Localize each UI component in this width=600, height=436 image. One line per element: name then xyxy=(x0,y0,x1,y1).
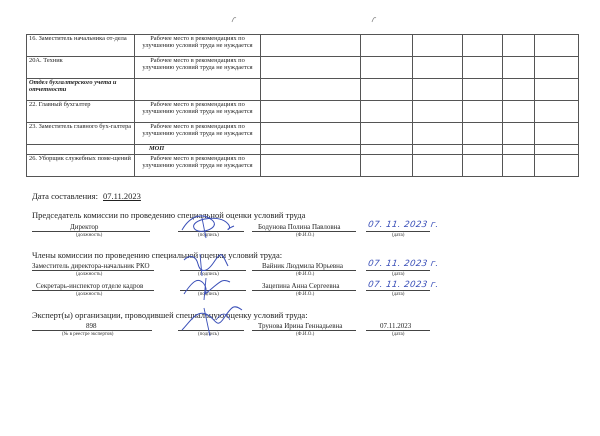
caption-date: (дата) xyxy=(392,332,405,337)
position-cell: 20А. Техник xyxy=(27,57,135,79)
caption-date: (дата) xyxy=(392,292,405,297)
member-1-date-handwritten: 07. 11. 2023 г. xyxy=(367,259,440,269)
caption-position: (должность) xyxy=(76,272,103,277)
table-row xyxy=(27,35,579,57)
expert-date: 07.11.2023 xyxy=(380,322,412,330)
table-row xyxy=(27,57,579,79)
chairman-date-handwritten: 07. 11. 2023 г. xyxy=(367,220,440,230)
caption-signature: (подпись) xyxy=(198,292,219,297)
chairman-signature xyxy=(172,208,242,242)
section-label: Отдел бухгалтерского учета и отчетности xyxy=(27,79,135,101)
position-cell: 22. Главный бухгалтер xyxy=(27,101,135,123)
top-scan-marks xyxy=(0,0,600,34)
caption-fio: (Ф.И.О.) xyxy=(296,233,315,238)
recommendations-table xyxy=(26,34,579,177)
member-2-signature xyxy=(180,272,236,302)
member-2-position: Секретарь-инспектор отделе кадров xyxy=(36,282,144,290)
caption-registry: (№ в реестре экспертов) xyxy=(62,332,114,337)
expert-registry-number: 898 xyxy=(86,322,97,330)
expert-heading: Эксперт(ы) организации, проводившей специальную оценку условий труда: xyxy=(32,310,308,320)
date-value: 07.11.2023 xyxy=(103,191,141,201)
recommendation-cell: Рабочее место в рекомендациях по улучшению условий труда не нуждается xyxy=(135,123,261,145)
position-cell: 16. Заместитель начальника от-дела xyxy=(27,35,135,57)
position-cell: 23. Заместитель главного бух-галтера xyxy=(27,123,135,145)
position-cell: 26. Уборщик служебных поме-щений xyxy=(27,155,135,177)
recommendation-cell: Рабочее место в рекомендациях по улучшению условий труда не нуждается xyxy=(135,35,261,57)
member-1-name: Вайник Людмила Юрьевна xyxy=(262,262,344,270)
recommendation-cell: Рабочее место в рекомендациях по улучшению условий труда не нуждается xyxy=(135,57,261,79)
section-label: МОП xyxy=(135,145,261,155)
caption-position: (должность) xyxy=(76,292,103,297)
date-label: Дата составления: xyxy=(32,191,98,201)
caption-signature: (подпись) xyxy=(198,233,219,238)
members-heading: Члены комиссии по проведению специальной оценки условий труда: xyxy=(32,250,283,260)
expert-signature xyxy=(176,300,246,340)
caption-date: (дата) xyxy=(392,233,405,238)
chairman-heading: Председатель комиссии по проведению специальной оценки условий труда xyxy=(32,210,306,220)
recommendation-cell: Рабочее место в рекомендациях по улучшению условий труда не нуждается xyxy=(135,155,261,177)
recommendation-cell: Рабочее место в рекомендациях по улучшению условий труда не нуждается xyxy=(135,101,261,123)
member-2-date-handwritten: 07. 11. 2023 г. xyxy=(367,280,440,290)
table-row xyxy=(27,155,579,177)
table-row xyxy=(27,123,579,145)
chairman-name: Бодунова Полина Павловна xyxy=(258,223,341,231)
caption-fio: (Ф.И.О.) xyxy=(296,272,315,277)
caption-signature: (подпись) xyxy=(198,332,219,337)
caption-fio: (Ф.И.О.) xyxy=(296,332,315,337)
member-1-position: Заместитель директора-начальник РКО xyxy=(32,262,150,270)
caption-fio: (Ф.И.О.) xyxy=(296,292,315,297)
chairman-position: Директор xyxy=(70,223,99,231)
section-row xyxy=(27,145,579,155)
table-row xyxy=(27,101,579,123)
caption-position: (должность) xyxy=(76,233,103,238)
caption-signature: (подпись) xyxy=(198,272,219,277)
section-row xyxy=(27,79,579,101)
caption-date: (дата) xyxy=(392,272,405,277)
member-2-name: Зацепина Анна Сергеевна xyxy=(262,282,340,290)
expert-name: Трунова Ирина Геннадьевна xyxy=(258,322,343,330)
